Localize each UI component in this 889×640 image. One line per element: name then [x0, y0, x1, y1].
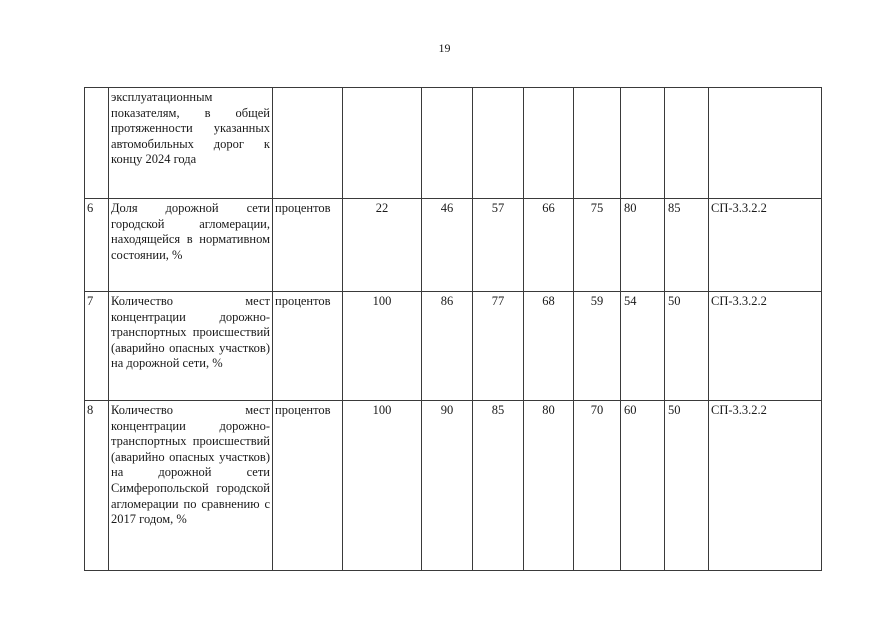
- code-cell: [709, 88, 822, 199]
- value-cell: 46: [422, 199, 473, 292]
- indicator-name: эксплуатационным показателям, в общей протяженности указанных автомобильных дорог к концу 2024 года: [109, 88, 273, 199]
- value-cell: [621, 88, 665, 199]
- table-row: [85, 292, 822, 401]
- value-cell: 50: [665, 292, 709, 401]
- value-cell: [473, 88, 524, 199]
- indicator-name: Количество мест концентрации дорожно-транспортных происшествий (аварийно опасных участков) на дорожной сети Симферопольской городской агломерации по сравнению с 2017 годом, %: [109, 401, 273, 571]
- value-cell: 100: [343, 401, 422, 571]
- value-cell: 75: [574, 199, 621, 292]
- code-cell: СП-3.3.2.2: [709, 401, 822, 571]
- value-cell: 85: [473, 401, 524, 571]
- value-cell: 100: [343, 292, 422, 401]
- value-cell: 68: [524, 292, 574, 401]
- row-number: 7: [85, 292, 109, 401]
- value-cell: 57: [473, 199, 524, 292]
- unit-cell: процентов: [273, 199, 343, 292]
- row-number: [85, 88, 109, 199]
- value-cell: 80: [524, 401, 574, 571]
- unit-cell: процентов: [273, 401, 343, 571]
- value-cell: 59: [574, 292, 621, 401]
- row-number: 6: [85, 199, 109, 292]
- value-cell: 22: [343, 199, 422, 292]
- table-row: [85, 88, 822, 199]
- unit-cell: [273, 88, 343, 199]
- value-cell: 80: [621, 199, 665, 292]
- code-cell: СП-3.3.2.2: [709, 199, 822, 292]
- page-number: 19: [438, 41, 451, 55]
- indicators-table: [84, 87, 822, 571]
- code-cell: СП-3.3.2.2: [709, 292, 822, 401]
- value-cell: [574, 88, 621, 199]
- value-cell: 50: [665, 401, 709, 571]
- value-cell: 85: [665, 199, 709, 292]
- value-cell: 90: [422, 401, 473, 571]
- value-cell: [422, 88, 473, 199]
- value-cell: 54: [621, 292, 665, 401]
- table-row: [85, 199, 822, 292]
- indicator-name: Доля дорожной сети городской агломерации, находящейся в нормативном состоянии, %: [109, 199, 273, 292]
- unit-cell: процентов: [273, 292, 343, 401]
- value-cell: 86: [422, 292, 473, 401]
- indicator-name: Количество мест концентрации дорожно-транспортных происшествий (аварийно опасных участков) на дорожной сети, %: [109, 292, 273, 401]
- value-cell: 66: [524, 199, 574, 292]
- table-row: [85, 401, 822, 571]
- value-cell: [343, 88, 422, 199]
- value-cell: 77: [473, 292, 524, 401]
- value-cell: 60: [621, 401, 665, 571]
- row-number: 8: [85, 401, 109, 571]
- value-cell: [665, 88, 709, 199]
- value-cell: [524, 88, 574, 199]
- value-cell: 70: [574, 401, 621, 571]
